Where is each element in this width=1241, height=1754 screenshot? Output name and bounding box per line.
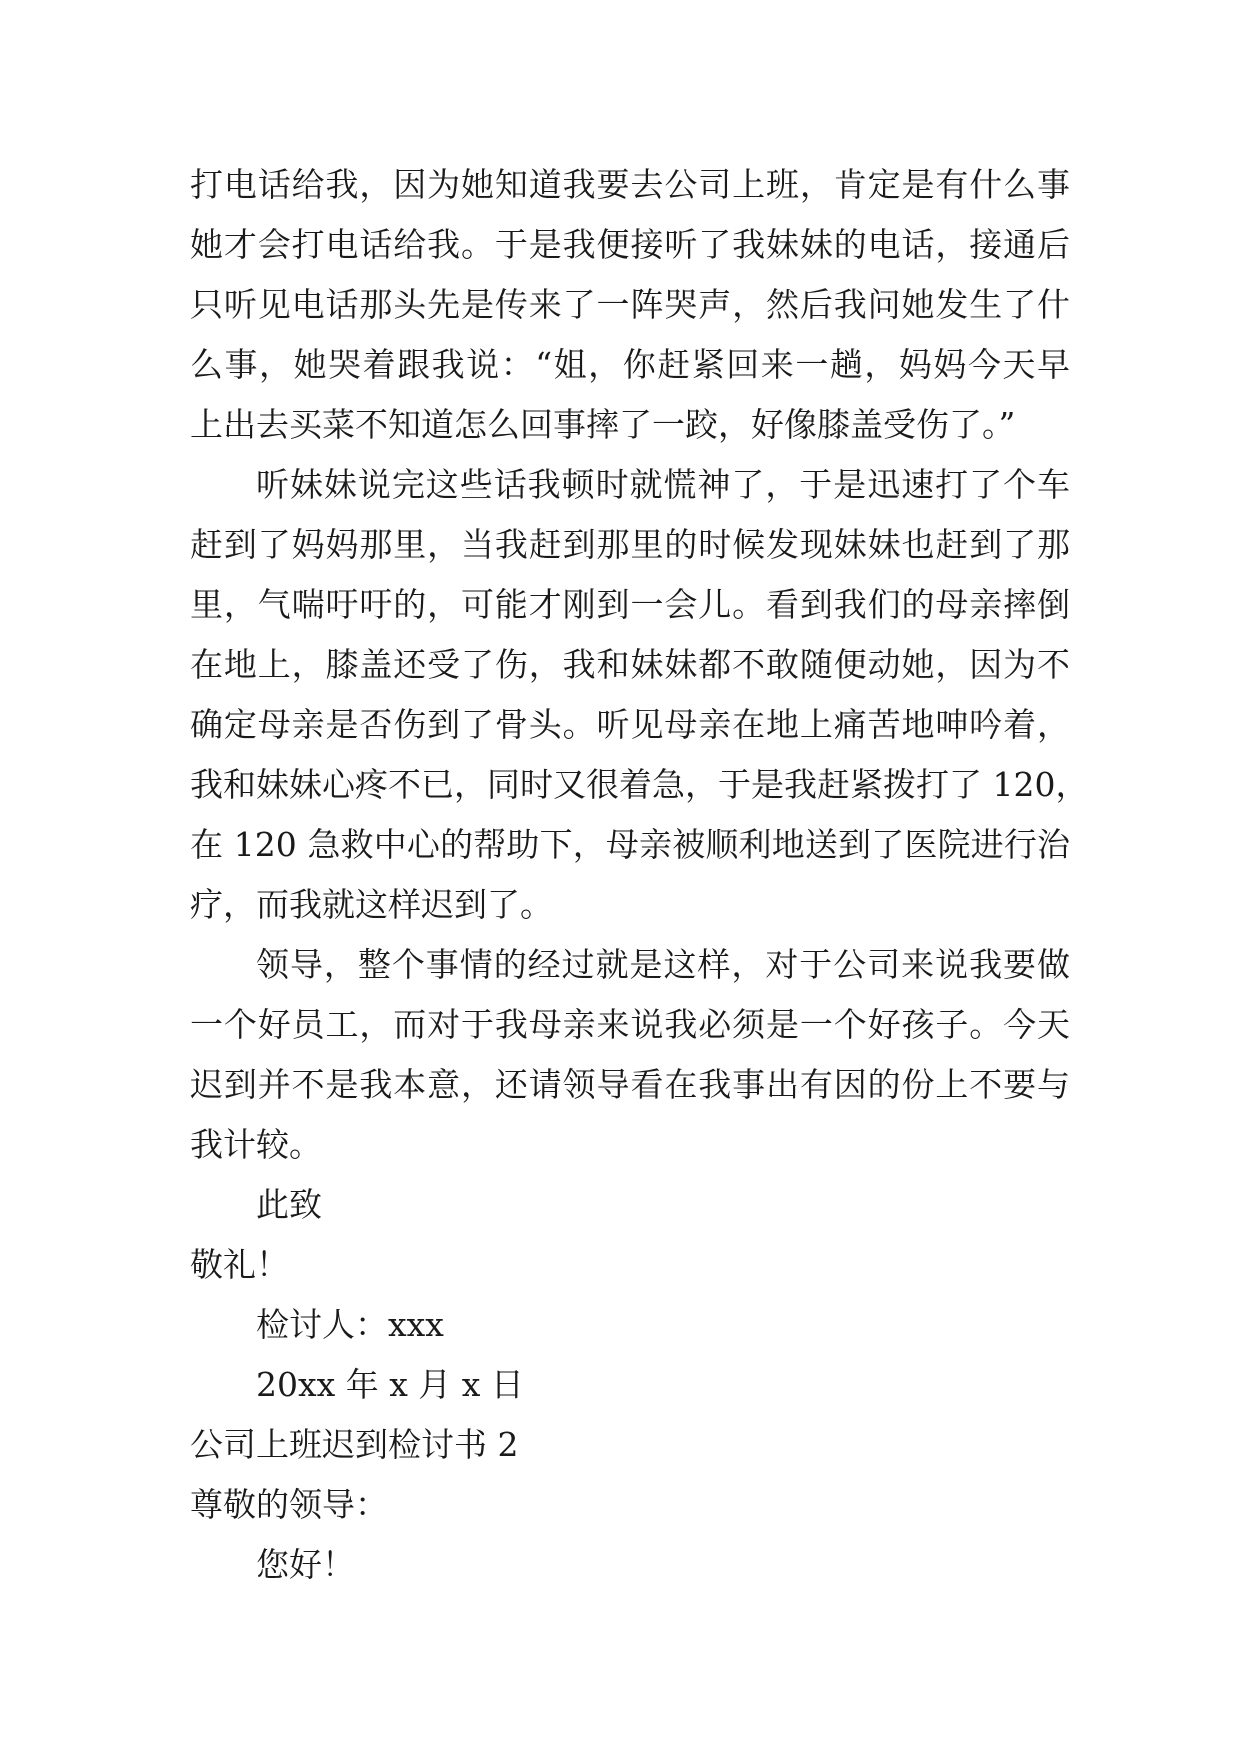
text-line: 她才会打电话给我。于是我便接听了我妹妹的电话，接通后 bbox=[190, 225, 1070, 264]
date: 20xx 年 x 月 x 日 bbox=[256, 1365, 524, 1404]
section-title: 公司上班迟到检讨书 2 bbox=[190, 1425, 519, 1464]
closing-phrase: 此致 bbox=[256, 1185, 322, 1224]
text-line: 疗，而我就这样迟到了。 bbox=[190, 885, 553, 924]
text-line: 我计较。 bbox=[190, 1125, 322, 1164]
text-line: 在 120 急救中心的帮助下，母亲被顺利地送到了医院进行治 bbox=[190, 825, 1070, 864]
text-line: 确定母亲是否伤到了骨头。听见母亲在地上痛苦地呻吟着， bbox=[190, 705, 1070, 744]
paragraph-2 bbox=[190, 455, 1089, 935]
paragraph-1 bbox=[190, 155, 1070, 455]
text-line: 打电话给我，因为她知道我要去公司上班，肯定是有什么事 bbox=[190, 165, 1070, 204]
text-line: 么事，她哭着跟我说：“姐，你赶紧回来一趟，妈妈今天早 bbox=[190, 345, 1070, 384]
closing-salute: 敬礼！ bbox=[190, 1245, 289, 1284]
text-line: 领导，整个事情的经过就是这样，对于公司来说我要做 bbox=[256, 945, 1070, 984]
text-line: 迟到并不是我本意，还请领导看在我事出有因的份上不要与 bbox=[190, 1065, 1070, 1104]
document-page bbox=[190, 155, 1089, 1595]
text-line: 在地上，膝盖还受了伤，我和妹妹都不敢随便动她，因为不 bbox=[190, 645, 1070, 684]
text-line: 赶到了妈妈那里，当我赶到那里的时候发现妹妹也赶到了那 bbox=[190, 525, 1070, 564]
text-line: 只听见电话那头先是传来了一阵哭声，然后我问她发生了什 bbox=[190, 285, 1070, 324]
text-line: 上出去买菜不知道怎么回事摔了一跤，好像膝盖受伤了。” bbox=[190, 405, 1016, 444]
text-line: 里，气喘吁吁的，可能才刚到一会儿。看到我们的母亲摔倒 bbox=[190, 585, 1070, 624]
signature: 检讨人：xxx bbox=[256, 1305, 444, 1344]
greeting: 您好！ bbox=[256, 1545, 355, 1584]
text-line: 听妹妹说完这些话我顿时就慌神了，于是迅速打了个车 bbox=[256, 465, 1070, 504]
paragraph-3 bbox=[190, 935, 1070, 1175]
text-line: 一个好员工，而对于我母亲来说我必须是一个好孩子。今天 bbox=[190, 1005, 1070, 1044]
text-line: 我和妹妹心疼不已，同时又很着急，于是我赶紧拨打了 120， bbox=[190, 765, 1089, 804]
salutation: 尊敬的领导： bbox=[190, 1485, 388, 1524]
